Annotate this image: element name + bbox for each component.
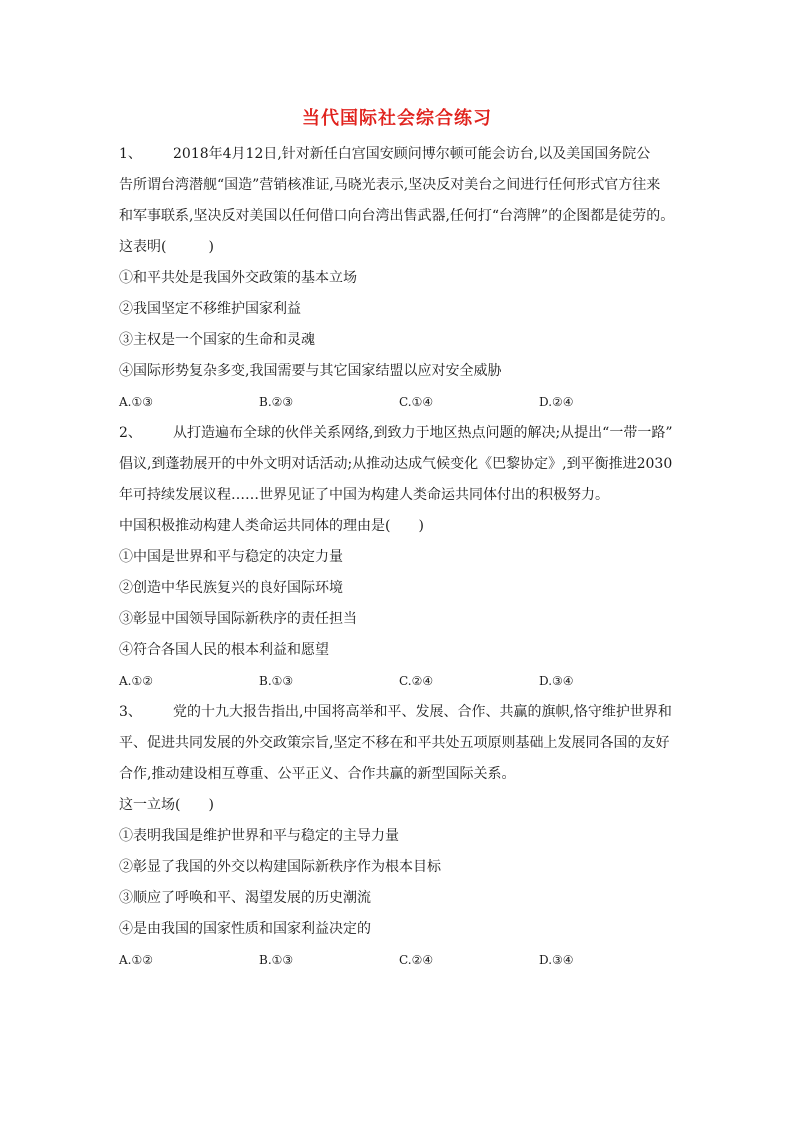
statement-item: ③主权是一个国家的生命和灵魂 [119,332,315,348]
option-d: D.③④ [539,953,574,967]
answer-options [119,390,679,421]
option-c: C.①④ [399,395,434,409]
statement-item: ③彰显中国领导国际新秩序的责任担当 [119,611,357,627]
question-1 [119,142,679,421]
question-prompt: 中国积极推动构建人类命运共同体的理由是( ) [119,518,424,534]
statement-item: ③顺应了呼唤和平、渴望发展的历史潮流 [119,890,371,906]
statement-item: ①和平共处是我国外交政策的基本立场 [119,270,357,286]
question-number: 3、 [119,704,142,720]
question-stem-line: 倡议,到蓬勃展开的中外文明对话活动;从推动达成气候变化《巴黎协定》,到平衡推进2030 [119,456,673,472]
statement-item: ②彰显了我国的外交以构建国际新秩序作为根本目标 [119,859,441,875]
option-a: A.①② [119,953,153,967]
option-a: A.①③ [119,395,153,409]
question-stem-line: 2、 从打造遍布全球的伙伴关系网络,到致力于地区热点问题的解决;从提出“一带一路” [119,421,679,452]
question-list [119,142,679,979]
question-stem-line: 告所谓台湾潜舰“国造”营销核准证,马晓光表示,坚决反对美台之间进行任何形式官方往来 [119,177,661,193]
question-number: 1、 [119,146,142,162]
statement-item: ④符合各国人民的根本利益和愿望 [119,642,329,658]
option-c: C.②④ [399,674,434,688]
question-prompt: 这表明( ) [119,239,214,255]
question-stem-line: 年可持续发展议程……世界见证了中国为构建人类命运共同体付出的积极努力。 [119,487,609,503]
statement-item: ①表明我国是维护世界和平与稳定的主导力量 [119,828,399,844]
answer-options [119,669,679,700]
statement-item: ④国际形势复杂多变,我国需要与其它国家结盟以应对安全威胁 [119,363,502,379]
question-prompt: 这一立场( ) [119,797,214,813]
question-stem-line: 合作,推动建设相互尊重、公平正义、合作共赢的新型国际关系。 [119,766,516,782]
option-d: D.②④ [539,395,574,409]
option-b: B.①③ [259,674,294,688]
question-stem-line: 1、 2018年4月12日,针对新任白宫国安顾问博尔顿可能会访台,以及美国国务院公 [119,142,679,173]
statement-item: ①中国是世界和平与稳定的决定力量 [119,549,343,565]
statement-item: ④是由我国的国家性质和国家利益决定的 [119,921,371,937]
question-2 [119,421,679,700]
answer-options [119,948,679,979]
option-c: C.②④ [399,953,434,967]
page-title: 当代国际社会综合练习 [302,108,492,129]
option-b: B.②③ [259,395,294,409]
statement-item: ②创造中华民族复兴的良好国际环境 [119,580,343,596]
question-3 [119,700,679,979]
question-stem-line: 平、促进共同发展的外交政策宗旨,坚定不移在和平共处五项原则基础上发展同各国的友好 [119,735,670,751]
question-number: 2、 [119,425,142,441]
question-stem-line: 3、 党的十九大报告指出,中国将高举和平、发展、合作、共赢的旗帜,恪守维护世界和 [119,700,679,731]
option-d: D.③④ [539,674,574,688]
option-b: B.①③ [259,953,294,967]
statement-item: ②我国坚定不移维护国家利益 [119,301,301,317]
option-a: A.①② [119,674,153,688]
question-stem-line: 和军事联系,坚决反对美国以任何借口向台湾出售武器,任何打“台湾牌”的企图都是徒劳的。 [119,208,675,224]
